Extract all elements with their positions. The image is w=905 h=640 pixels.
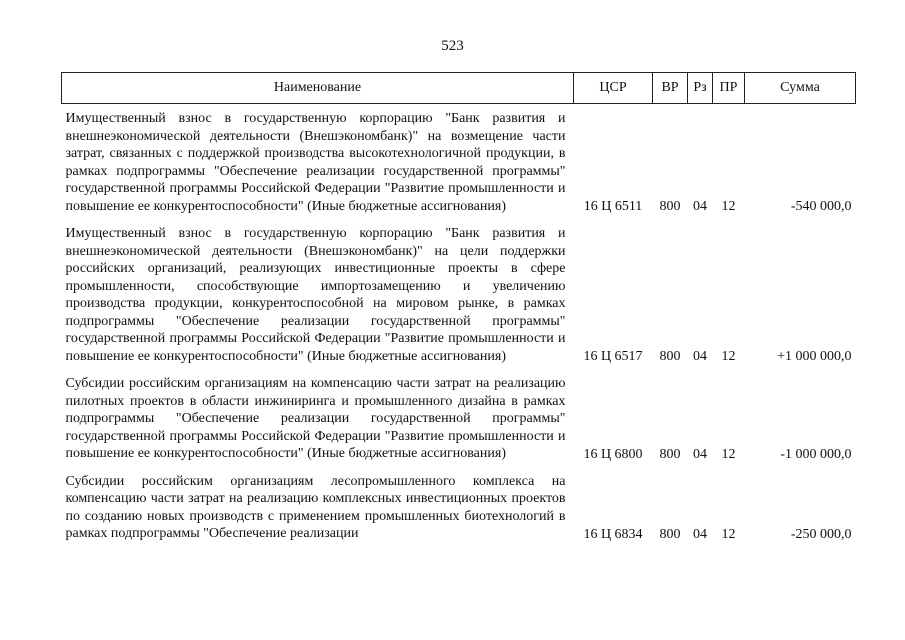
row-sum: +1 000 000,0 [777,349,852,364]
table-row [62,467,856,547]
header-csr: ЦСР [574,73,653,104]
table-row [62,104,856,220]
header-vr: ВР [653,73,688,104]
table-row [62,219,856,369]
header-rz: Рз [688,73,713,104]
row-rz: 04 [693,349,707,364]
table-row [62,369,856,467]
row-sum: -250 000,0 [790,526,852,542]
row-vr: 800 [659,199,681,214]
row-pr: 12 [721,526,736,542]
row-name: Субсидии российским организациям на компенсацию части затрат на реализацию пилотных проектов в области инжиниринга и промышленного дизайна в рамках подпрограммы "Обеспечение реализации государственной программы" государственной программы Российской Федерации "Развитие промышленности и повышение ее конкурентоспособности" (Иные бюджетные ассигнования) [65,376,566,461]
row-csr: 16 Ц 6834 [583,526,643,542]
row-vr: 800 [659,526,681,542]
row-csr: 16 Ц 6511 [583,199,643,214]
row-pr: 12 [721,349,736,364]
row-rz: 04 [693,199,707,214]
budget-table [61,72,856,547]
header-pr: ПР [713,73,745,104]
row-csr: 16 Ц 6517 [583,349,643,364]
row-sum: -540 000,0 [790,199,852,214]
row-pr: 12 [721,199,736,214]
row-csr: 16 Ц 6800 [583,446,643,462]
page-number: 523 [441,38,464,54]
row-name: Имущественный взнос в государственную корпорацию "Банк развития и внешнеэкономической деятельности (Внешэкономбанк)" на возмещение части затрат, связанных с поддержкой производства высокотехнологичной продукции, в рамках подпрограммы "Обеспечение реализации государственной программы" государственной программы Российской Федерации "Развитие промышленности и повышение ее конкурентоспособности" (Иные бюджетные ассигнования) [65,111,566,214]
header-sum: Сумма [745,73,856,104]
row-pr: 12 [721,446,736,462]
table-header-row [62,73,856,104]
row-name: Субсидии российским организациям лесопромышленного комплекса на компенсацию части затрат на реализацию комплексных инвестиционных проектов по созданию новых производств с применением промышленных биотехнологий в рамках подпрограммы "Обеспечение реализации [65,473,566,541]
row-name: Имущественный взнос в государственную корпорацию "Банк развития и внешнеэкономической деятельности (Внешэкономбанк)" на цели поддержки российских организаций, реализующих инвестиционные проекты в сфере промышленности, способствующие импортозамещению и увеличению производства продукции, конкурентоспособной на мировом рынке, в рамках подпрограммы "Обеспечение реализации государственной программы" государственной программы Российской Федерации "Развитие промышленности и повышение ее конкурентоспособности" (Иные бюджетные ассигнования) [65,226,566,364]
header-name: Наименование [62,73,574,104]
row-rz: 04 [693,446,707,462]
row-sum: -1 000 000,0 [780,446,852,462]
row-vr: 800 [659,349,681,364]
row-vr: 800 [659,446,681,462]
row-rz: 04 [693,526,707,542]
